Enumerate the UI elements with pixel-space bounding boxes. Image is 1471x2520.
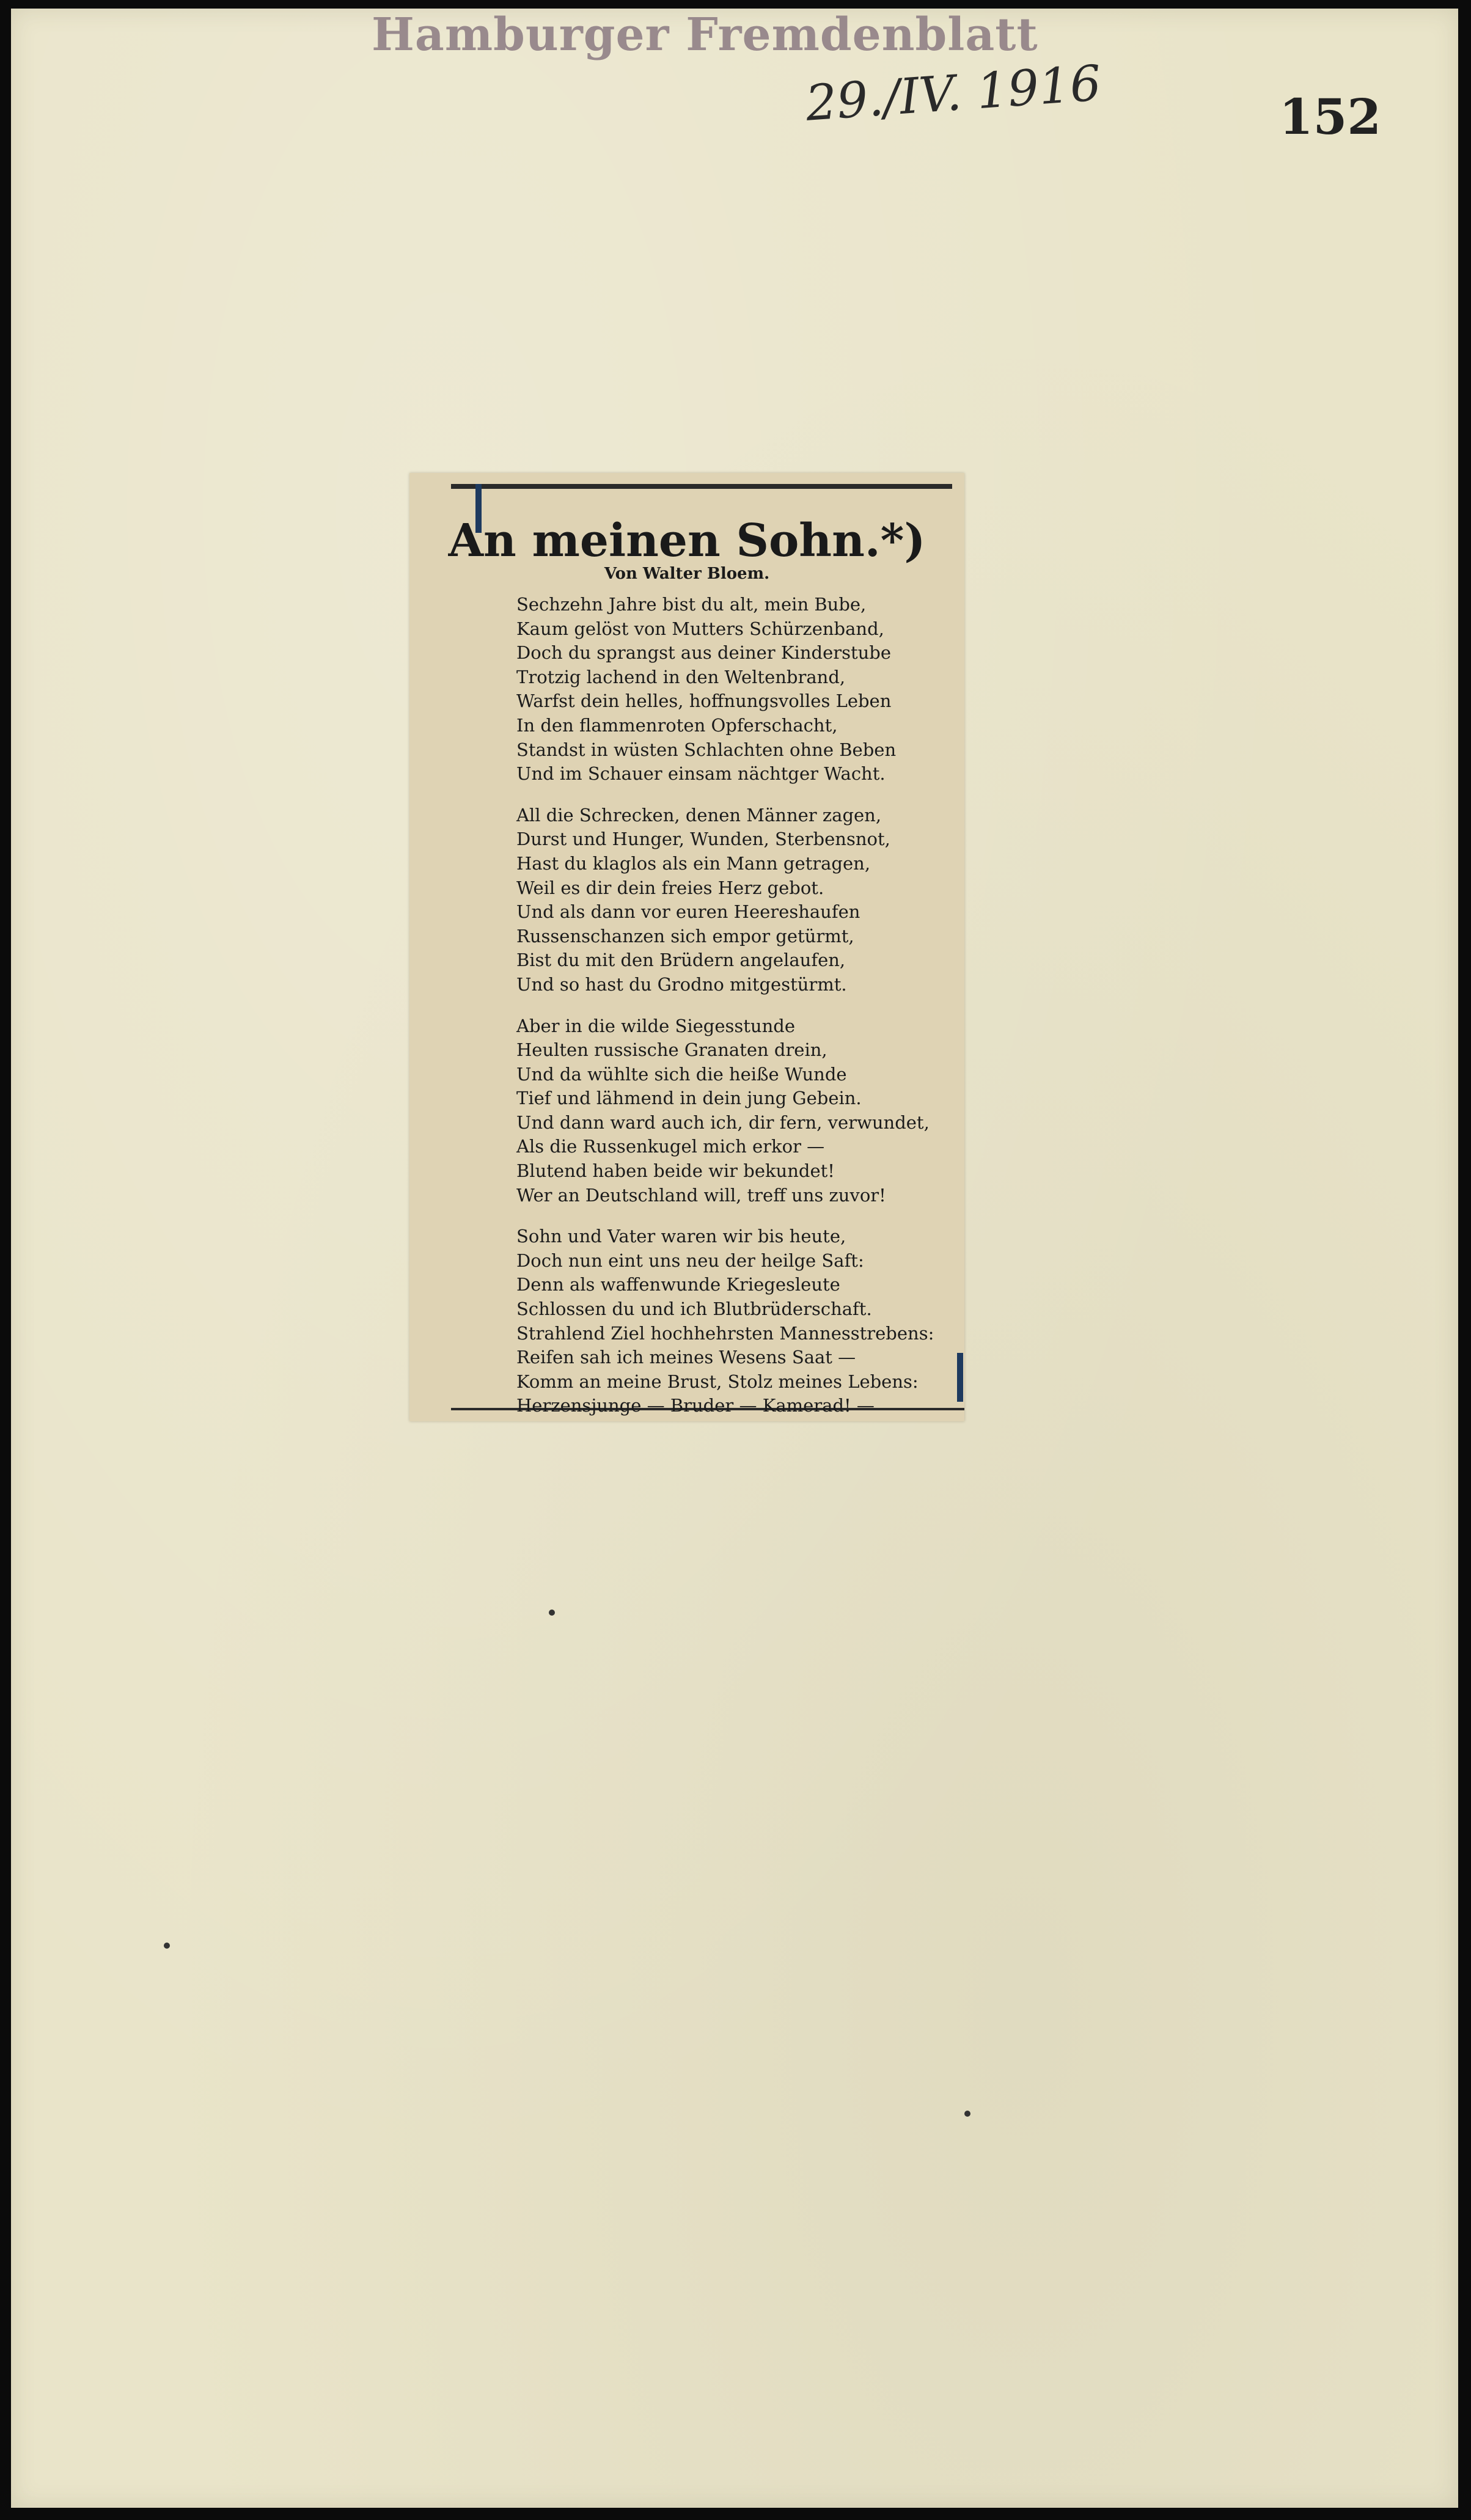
- clipping-ink-mark: [957, 1353, 963, 1402]
- poem-line: Herzensjunge — Bruder — Kamerad! —: [516, 1395, 875, 1416]
- poem-line: Und als dann vor euren Heereshaufen: [516, 901, 860, 923]
- poem-line: Als die Russenkugel mich erkor —: [516, 1136, 825, 1157]
- archive-sheet: [11, 9, 1458, 2508]
- poem-line: In den flammenroten Opferschacht,: [516, 714, 838, 736]
- page-number: 152: [1279, 88, 1381, 145]
- poem-line: Sechzehn Jahre bist du alt, mein Bube,: [516, 594, 867, 615]
- poem-line: Und dann ward auch ich, dir fern, verwundet,: [516, 1112, 930, 1133]
- poem-line: Sohn und Vater waren wir bis heute,: [516, 1226, 846, 1247]
- poem-line: All die Schrecken, denen Männer zagen,: [516, 804, 882, 826]
- poem-line: Durst und Hunger, Wunden, Sterbensnot,: [516, 829, 890, 850]
- newspaper-clipping: [409, 473, 964, 1421]
- poem-line: Denn als waffenwunde Kriegesleute: [516, 1274, 840, 1295]
- poem-line: Und so hast du Grodno mitgestürmt.: [516, 973, 847, 995]
- poem-line: Warfst dein helles, hoffnungsvolles Leben: [516, 690, 892, 712]
- stanza: [516, 593, 956, 786]
- poem-line: Weil es dir dein freies Herz gebot.: [516, 877, 824, 898]
- stanza: [516, 1014, 956, 1208]
- newspaper-stamp: Hamburger Fremdenblatt: [372, 9, 1038, 61]
- poem-line: Und da wühlte sich die heiße Wunde: [516, 1063, 847, 1085]
- poem-line: Und im Schauer einsam nächtger Wacht.: [516, 763, 886, 785]
- stanza: [516, 804, 956, 997]
- poem-line: Hast du klaglos als ein Mann getragen,: [516, 852, 871, 874]
- poem-line: Reifen sah ich meines Wesens Saat —: [516, 1347, 856, 1368]
- poem-line: Kaum gelöst von Mutters Schürzenband,: [516, 618, 884, 639]
- poem-line: Wer an Deutschland will, treff uns zuvor!: [516, 1184, 886, 1206]
- stanza: [516, 1225, 956, 1418]
- paper-speck: [964, 2111, 970, 2117]
- paper-speck: [549, 1610, 555, 1616]
- poem-line: Blutend haben beide wir bekundet!: [516, 1160, 835, 1182]
- poem-line: Doch du sprangst aus deiner Kinderstube: [516, 642, 892, 664]
- poem-line: Trotzig lachend in den Weltenbrand,: [516, 666, 846, 687]
- paper-speck: [164, 1943, 170, 1949]
- poem-body: [516, 593, 956, 1435]
- poem-line: Komm an meine Brust, Stolz meines Lebens:: [516, 1371, 919, 1392]
- poem-line: Bist du mit den Brüdern angelaufen,: [516, 950, 846, 971]
- poem-line: Heulten russische Granaten drein,: [516, 1039, 827, 1061]
- poem-line: Tief und lähmend in dein jung Gebein.: [516, 1088, 862, 1109]
- handwritten-date: 29./IV. 1916: [804, 54, 1103, 132]
- clipping-top-rule: [451, 484, 952, 489]
- poem-line: Strahlend Ziel hochhehrsten Mannesstrebens:: [516, 1322, 934, 1344]
- poem-line: Aber in die wilde Siegesstunde: [516, 1015, 795, 1036]
- poem-line: Standst in wüsten Schlachten ohne Beben: [516, 739, 897, 760]
- poem-title: An meinen Sohn.*): [448, 515, 926, 567]
- poem-line: Schlossen du und ich Blutbrüderschaft.: [516, 1298, 872, 1320]
- poem-line: Russenschanzen sich empor getürmt,: [516, 925, 854, 947]
- poem-author: Von Walter Bloem.: [604, 565, 770, 583]
- poem-line: Doch nun eint uns neu der heilge Saft:: [516, 1250, 864, 1271]
